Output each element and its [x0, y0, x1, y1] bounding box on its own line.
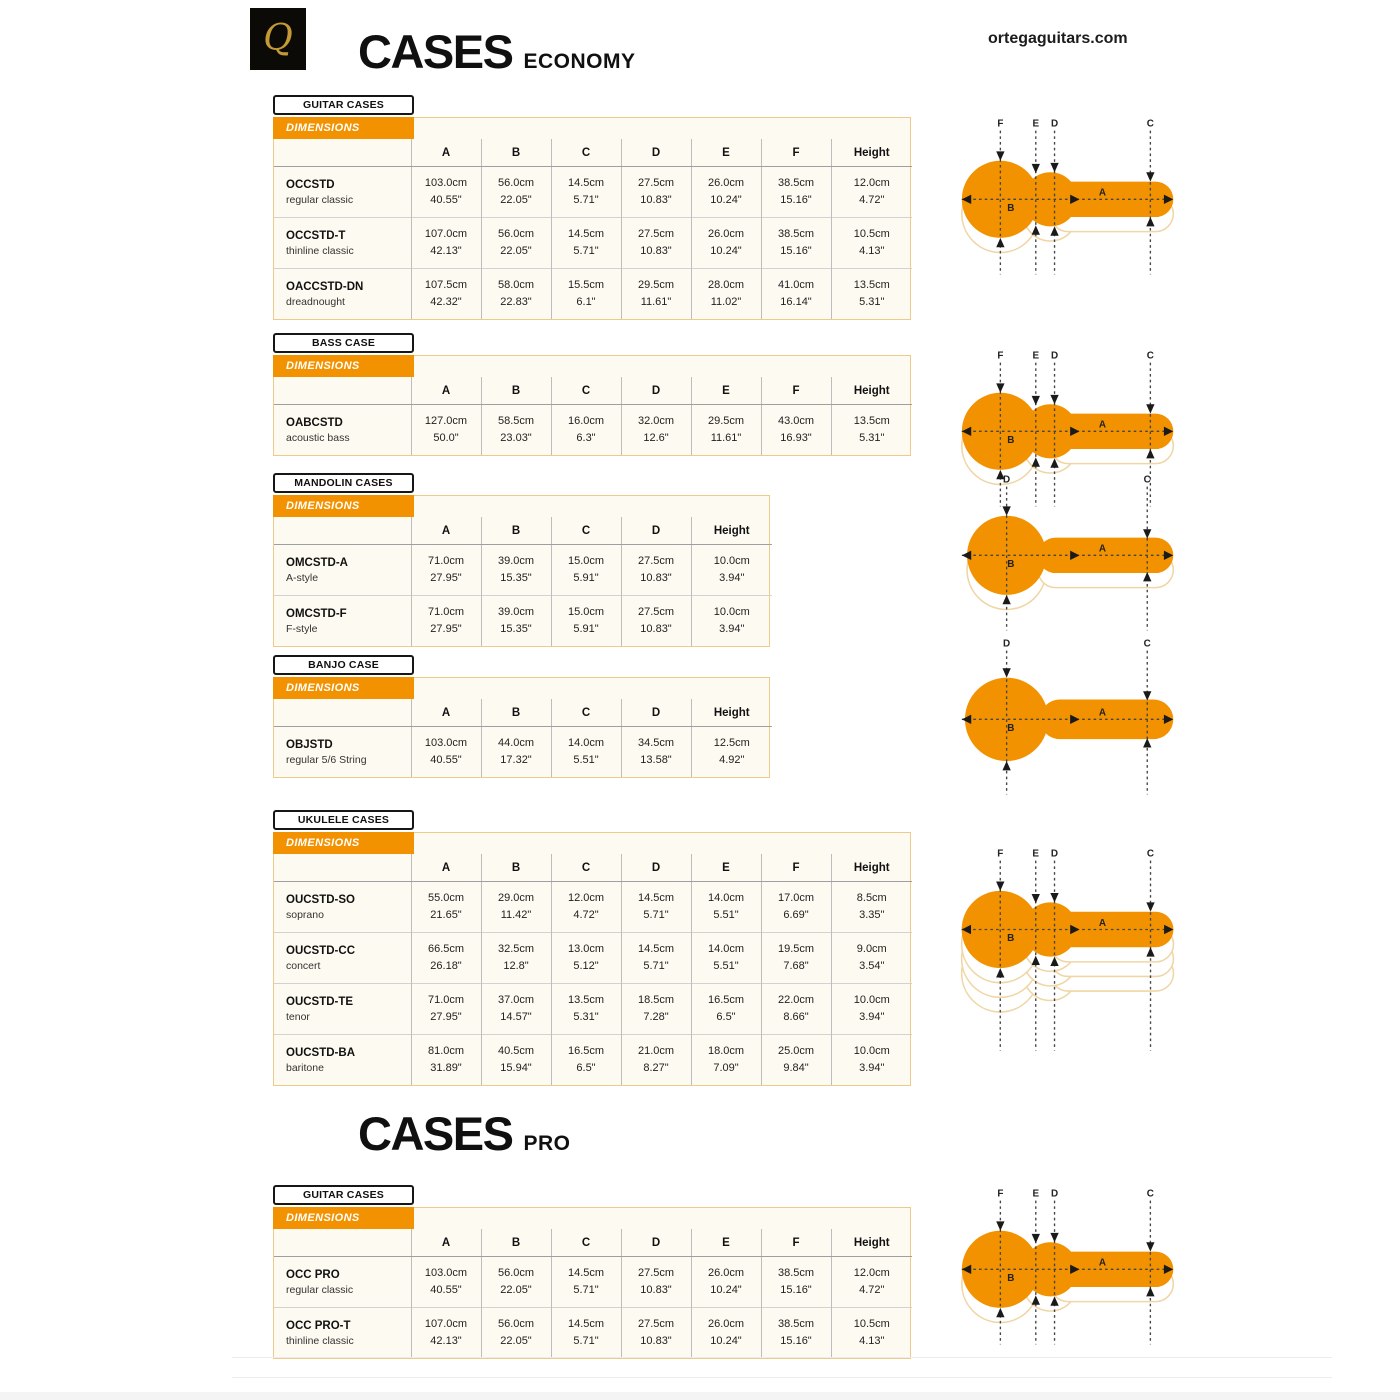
dimension-cell: 38.5cm 15.16"	[761, 1308, 831, 1359]
table-row	[274, 545, 772, 596]
table-row	[274, 882, 912, 933]
model-subtitle: A-style	[286, 571, 319, 584]
model-column-header	[274, 139, 411, 167]
column-header: Height	[691, 699, 772, 727]
dimension-cell: 17.0cm 6.69"	[761, 882, 831, 933]
svg-text:B: B	[1007, 932, 1015, 944]
dimension-cell: 10.0cm 3.94"	[691, 545, 772, 596]
svg-text:C: C	[1146, 350, 1154, 362]
dimension-cell: 44.0cm 17.32"	[481, 727, 551, 778]
dimensions-table	[274, 377, 912, 455]
guitar-cases-pro-table	[273, 1207, 911, 1359]
dimension-cell: 27.5cm 10.83"	[621, 545, 691, 596]
model-subtitle: tenor	[286, 1010, 310, 1023]
column-header: E	[691, 377, 761, 405]
model-cell	[274, 727, 411, 778]
guitar-case-pro-diagram	[946, 1186, 1186, 1366]
model-cell	[274, 1308, 411, 1359]
dimension-cell: 26.0cm 10.24"	[691, 167, 761, 218]
column-header: Height	[831, 377, 912, 405]
svg-text:F: F	[997, 1188, 1004, 1200]
column-header: A	[411, 854, 481, 882]
svg-text:B: B	[1007, 558, 1015, 570]
svg-text:A: A	[1098, 1257, 1107, 1269]
column-header: C	[551, 1229, 621, 1257]
page-title-economy	[358, 24, 635, 79]
dimension-cell: 41.0cm 16.14"	[761, 269, 831, 320]
model-subtitle: F-style	[286, 622, 318, 635]
dimension-cell: 19.5cm 7.68"	[761, 933, 831, 984]
dimension-cell: 12.0cm 4.72"	[831, 1257, 912, 1308]
dimension-cell: 14.5cm 5.71"	[621, 882, 691, 933]
dimension-cell: 27.5cm 10.83"	[621, 167, 691, 218]
dimension-cell: 26.0cm 10.24"	[691, 218, 761, 269]
dimension-cell: 28.0cm 11.02"	[691, 269, 761, 320]
svg-text:E: E	[1032, 848, 1040, 860]
dimension-cell: 56.0cm 22.05"	[481, 1257, 551, 1308]
table-row	[274, 1035, 912, 1086]
dimension-cell: 12.0cm 4.72"	[551, 882, 621, 933]
title-pro: PRO	[523, 1132, 571, 1155]
model-column-header	[274, 854, 411, 882]
dimensions-bar: DIMENSIONS	[273, 1207, 414, 1229]
banjo-case-table	[273, 677, 770, 778]
dimension-cell: 103.0cm 40.55"	[411, 167, 481, 218]
dimension-cell: 14.5cm 5.71"	[551, 1257, 621, 1308]
model-name: OCC PRO	[286, 1268, 340, 1281]
dimensions-table	[274, 139, 912, 319]
svg-text:E: E	[1032, 118, 1040, 130]
dimension-cell: 56.0cm 22.05"	[481, 1308, 551, 1359]
dimension-cell: 10.0cm 3.94"	[691, 596, 772, 647]
column-header: A	[411, 1229, 481, 1257]
column-header: E	[691, 1229, 761, 1257]
svg-text:B: B	[1007, 202, 1015, 214]
svg-text:C: C	[1143, 474, 1151, 486]
dimension-cell: 66.5cm 26.18"	[411, 933, 481, 984]
svg-text:B: B	[1007, 1272, 1015, 1284]
column-header: F	[761, 854, 831, 882]
model-name: OABCSTD	[286, 416, 343, 429]
dimension-cell: 10.5cm 4.13"	[831, 218, 912, 269]
title-cases: CASES	[358, 25, 513, 78]
section-label-ukulele-cases: UKULELE CASES	[273, 810, 414, 830]
dimension-cell: 27.5cm 10.83"	[621, 596, 691, 647]
svg-text:D: D	[1050, 1188, 1059, 1200]
dimension-cell: 58.5cm 23.03"	[481, 405, 551, 456]
title-cases-pro: CASES	[358, 1107, 513, 1160]
model-subtitle: baritone	[286, 1061, 324, 1074]
dimension-cell: 38.5cm 15.16"	[761, 218, 831, 269]
table-row	[274, 405, 912, 456]
column-header: C	[551, 699, 621, 727]
svg-text:D: D	[1003, 474, 1011, 486]
dimension-cell: 16.5cm 6.5"	[551, 1035, 621, 1086]
column-header: D	[621, 517, 691, 545]
dimension-cell: 14.0cm 5.51"	[691, 882, 761, 933]
svg-text:F: F	[997, 848, 1004, 860]
dimensions-bar: DIMENSIONS	[273, 677, 414, 699]
page-title-pro	[358, 1106, 570, 1161]
model-column-header	[274, 1229, 411, 1257]
model-column-header	[274, 377, 411, 405]
dimension-cell: 10.0cm 3.94"	[831, 984, 912, 1035]
dimension-cell: 81.0cm 31.89"	[411, 1035, 481, 1086]
svg-text:A: A	[1098, 707, 1107, 719]
model-cell	[274, 984, 411, 1035]
table-row	[274, 269, 912, 320]
model-name: OACCSTD-DN	[286, 280, 364, 293]
column-header: Height	[831, 139, 912, 167]
model-name: OCCSTD-T	[286, 229, 346, 242]
dimensions-table	[274, 854, 912, 1085]
svg-text:C: C	[1146, 848, 1155, 860]
svg-text:E: E	[1032, 350, 1040, 362]
dimension-cell: 26.0cm 10.24"	[691, 1308, 761, 1359]
dimension-cell: 29.5cm 11.61"	[621, 269, 691, 320]
model-subtitle: thinline classic	[286, 1334, 354, 1347]
column-header: Height	[691, 517, 772, 545]
svg-text:A: A	[1098, 187, 1107, 199]
title-economy: ECONOMY	[523, 50, 636, 73]
dimension-cell: 12.0cm 4.72"	[831, 167, 912, 218]
dimension-cell: 32.5cm 12.8"	[481, 933, 551, 984]
footer-rule-middle	[232, 1377, 1332, 1378]
dimension-cell: 13.0cm 5.12"	[551, 933, 621, 984]
dimension-cell: 14.5cm 5.71"	[551, 218, 621, 269]
dimension-cell: 27.5cm 10.83"	[621, 1308, 691, 1359]
model-name: OUCSTD-BA	[286, 1046, 355, 1059]
dimension-cell: 18.5cm 7.28"	[621, 984, 691, 1035]
dimension-cell: 14.5cm 5.71"	[621, 933, 691, 984]
dimension-cell: 14.5cm 5.71"	[551, 167, 621, 218]
ukulele-case-diagram	[946, 846, 1186, 1066]
column-header: B	[481, 377, 551, 405]
dimension-cell: 43.0cm 16.93"	[761, 405, 831, 456]
mandolin-cases-table	[273, 495, 770, 647]
table-row	[274, 167, 912, 218]
dimension-cell: 15.0cm 5.91"	[551, 545, 621, 596]
dimension-cell: 40.5cm 15.94"	[481, 1035, 551, 1086]
bass-case-table	[273, 355, 911, 456]
section-label-guitar-cases: GUITAR CASES	[273, 95, 414, 115]
ortega-logo	[250, 8, 306, 70]
table-row	[274, 1308, 912, 1359]
svg-text:D: D	[1003, 638, 1011, 650]
dimension-cell: 29.5cm 11.61"	[691, 405, 761, 456]
table-row	[274, 218, 912, 269]
dimension-cell: 107.0cm 42.13"	[411, 218, 481, 269]
dimension-cell: 18.0cm 7.09"	[691, 1035, 761, 1086]
column-header: D	[621, 1229, 691, 1257]
dimension-cell: 12.5cm 4.92"	[691, 727, 772, 778]
table-row	[274, 1257, 912, 1308]
svg-text:A: A	[1098, 917, 1107, 929]
svg-text:D: D	[1050, 848, 1059, 860]
column-header: B	[481, 699, 551, 727]
svg-text:B: B	[1007, 434, 1015, 446]
model-name: OBJSTD	[286, 738, 333, 751]
dimension-cell: 71.0cm 27.95"	[411, 984, 481, 1035]
model-cell	[274, 167, 411, 218]
svg-text:C: C	[1143, 638, 1151, 650]
section-label-guitar-cases-pro: GUITAR CASES	[273, 1185, 414, 1205]
column-header: E	[691, 854, 761, 882]
column-header: C	[551, 377, 621, 405]
model-cell	[274, 218, 411, 269]
table-row	[274, 596, 772, 647]
column-header: D	[621, 699, 691, 727]
dimension-cell: 10.0cm 3.94"	[831, 1035, 912, 1086]
model-name: OUCSTD-SO	[286, 893, 355, 906]
svg-text:F: F	[997, 118, 1004, 130]
model-subtitle: dreadnought	[286, 295, 345, 308]
model-name: OMCSTD-A	[286, 556, 348, 569]
column-header: F	[761, 1229, 831, 1257]
column-header: C	[551, 139, 621, 167]
model-subtitle: regular classic	[286, 1283, 354, 1296]
svg-text:D: D	[1050, 118, 1059, 130]
svg-text:A: A	[1098, 419, 1107, 431]
column-header: B	[481, 1229, 551, 1257]
dimension-cell: 32.0cm 12.6"	[621, 405, 691, 456]
dimension-cell: 56.0cm 22.05"	[481, 218, 551, 269]
column-header: C	[551, 517, 621, 545]
column-header: A	[411, 139, 481, 167]
model-column-header	[274, 699, 411, 727]
dimension-cell: 58.0cm 22.83"	[481, 269, 551, 320]
dimension-cell: 27.5cm 10.83"	[621, 218, 691, 269]
model-name: OMCSTD-F	[286, 607, 347, 620]
dimension-cell: 56.0cm 22.05"	[481, 167, 551, 218]
dimensions-table	[274, 517, 772, 646]
column-header: F	[761, 139, 831, 167]
dimension-cell: 39.0cm 15.35"	[481, 545, 551, 596]
column-header: Height	[831, 1229, 912, 1257]
model-subtitle: soprano	[286, 908, 324, 921]
dimension-cell: 26.0cm 10.24"	[691, 1257, 761, 1308]
dimensions-table	[274, 699, 772, 777]
dimension-cell: 103.0cm 40.55"	[411, 727, 481, 778]
dimension-cell: 34.5cm 13.58"	[621, 727, 691, 778]
dimension-cell: 39.0cm 15.35"	[481, 596, 551, 647]
guitar-case-diagram	[946, 116, 1186, 296]
column-header: D	[621, 139, 691, 167]
column-header: B	[481, 139, 551, 167]
dimension-cell: 127.0cm 50.0"	[411, 405, 481, 456]
dimension-cell: 27.5cm 10.83"	[621, 1257, 691, 1308]
model-cell	[274, 1257, 411, 1308]
svg-text:E: E	[1032, 1188, 1040, 1200]
table-row	[274, 727, 772, 778]
dimension-cell: 71.0cm 27.95"	[411, 596, 481, 647]
column-header: B	[481, 517, 551, 545]
column-header: D	[621, 854, 691, 882]
svg-text:D: D	[1050, 350, 1059, 362]
model-name: OCC PRO-T	[286, 1319, 351, 1332]
dimension-cell: 107.0cm 42.13"	[411, 1308, 481, 1359]
svg-text:B: B	[1007, 722, 1015, 734]
column-header: A	[411, 699, 481, 727]
model-subtitle: concert	[286, 959, 321, 972]
column-header: Height	[831, 854, 912, 882]
dimensions-bar: DIMENSIONS	[273, 117, 414, 139]
column-header: D	[621, 377, 691, 405]
dimension-cell: 22.0cm 8.66"	[761, 984, 831, 1035]
website-text: ortegaguitars.com	[988, 30, 1128, 47]
section-label-mandolin-cases: MANDOLIN CASES	[273, 473, 414, 493]
dimension-cell: 55.0cm 21.65"	[411, 882, 481, 933]
dimension-cell: 13.5cm 5.31"	[831, 269, 912, 320]
ortega-logo-glyph: Q	[263, 18, 293, 59]
table-row	[274, 933, 912, 984]
column-header: F	[761, 377, 831, 405]
guitar-cases-table	[273, 117, 911, 320]
svg-text:C: C	[1146, 118, 1154, 130]
table-row	[274, 984, 912, 1035]
model-cell	[274, 269, 411, 320]
dimension-cell: 16.5cm 6.5"	[691, 984, 761, 1035]
model-cell	[274, 405, 411, 456]
dimension-cell: 15.5cm 6.1"	[551, 269, 621, 320]
column-header: C	[551, 854, 621, 882]
column-header: E	[691, 139, 761, 167]
model-name: OUCSTD-TE	[286, 995, 354, 1008]
dimension-cell: 37.0cm 14.57"	[481, 984, 551, 1035]
footer-band	[0, 1392, 1400, 1400]
mandolin-case-diagram	[946, 472, 1186, 652]
column-header: B	[481, 854, 551, 882]
dimension-cell: 14.0cm 5.51"	[551, 727, 621, 778]
section-label-banjo-case: BANJO CASE	[273, 655, 414, 675]
ukulele-cases-table	[273, 832, 911, 1086]
model-name: OUCSTD-CC	[286, 944, 355, 957]
footer-rule-top	[232, 1357, 1332, 1358]
dimension-cell: 38.5cm 15.16"	[761, 167, 831, 218]
model-subtitle: thinline classic	[286, 244, 354, 257]
dimension-cell: 38.5cm 15.16"	[761, 1257, 831, 1308]
model-cell	[274, 545, 411, 596]
svg-text:C: C	[1146, 1188, 1154, 1200]
svg-text:A: A	[1098, 543, 1107, 555]
dimension-cell: 107.5cm 42.32"	[411, 269, 481, 320]
dimension-cell: 21.0cm 8.27"	[621, 1035, 691, 1086]
section-label-bass-case: BASS CASE	[273, 333, 414, 353]
banjo-case-diagram	[946, 636, 1186, 816]
dimension-cell: 71.0cm 27.95"	[411, 545, 481, 596]
dimension-cell: 103.0cm 40.55"	[411, 1257, 481, 1308]
dimensions-table	[274, 1229, 912, 1358]
column-header: A	[411, 517, 481, 545]
model-cell	[274, 596, 411, 647]
dimension-cell: 9.0cm 3.54"	[831, 933, 912, 984]
dimension-cell: 13.5cm 5.31"	[831, 405, 912, 456]
dimension-cell: 14.0cm 5.51"	[691, 933, 761, 984]
model-cell	[274, 882, 411, 933]
dimensions-bar: DIMENSIONS	[273, 495, 414, 517]
dimension-cell: 14.5cm 5.71"	[551, 1308, 621, 1359]
dimension-cell: 15.0cm 5.91"	[551, 596, 621, 647]
dimension-cell: 25.0cm 9.84"	[761, 1035, 831, 1086]
dimension-cell: 13.5cm 5.31"	[551, 984, 621, 1035]
model-subtitle: regular classic	[286, 193, 354, 206]
svg-text:F: F	[997, 350, 1004, 362]
dimension-cell: 29.0cm 11.42"	[481, 882, 551, 933]
model-cell	[274, 1035, 411, 1086]
model-cell	[274, 933, 411, 984]
model-subtitle: regular 5/6 String	[286, 753, 367, 766]
dimension-cell: 8.5cm 3.35"	[831, 882, 912, 933]
model-name: OCCSTD	[286, 178, 335, 191]
model-subtitle: acoustic bass	[286, 431, 350, 444]
column-header: A	[411, 377, 481, 405]
dimension-cell: 10.5cm 4.13"	[831, 1308, 912, 1359]
dimensions-bar: DIMENSIONS	[273, 832, 414, 854]
model-column-header	[274, 517, 411, 545]
dimensions-bar: DIMENSIONS	[273, 355, 414, 377]
dimension-cell: 16.0cm 6.3"	[551, 405, 621, 456]
